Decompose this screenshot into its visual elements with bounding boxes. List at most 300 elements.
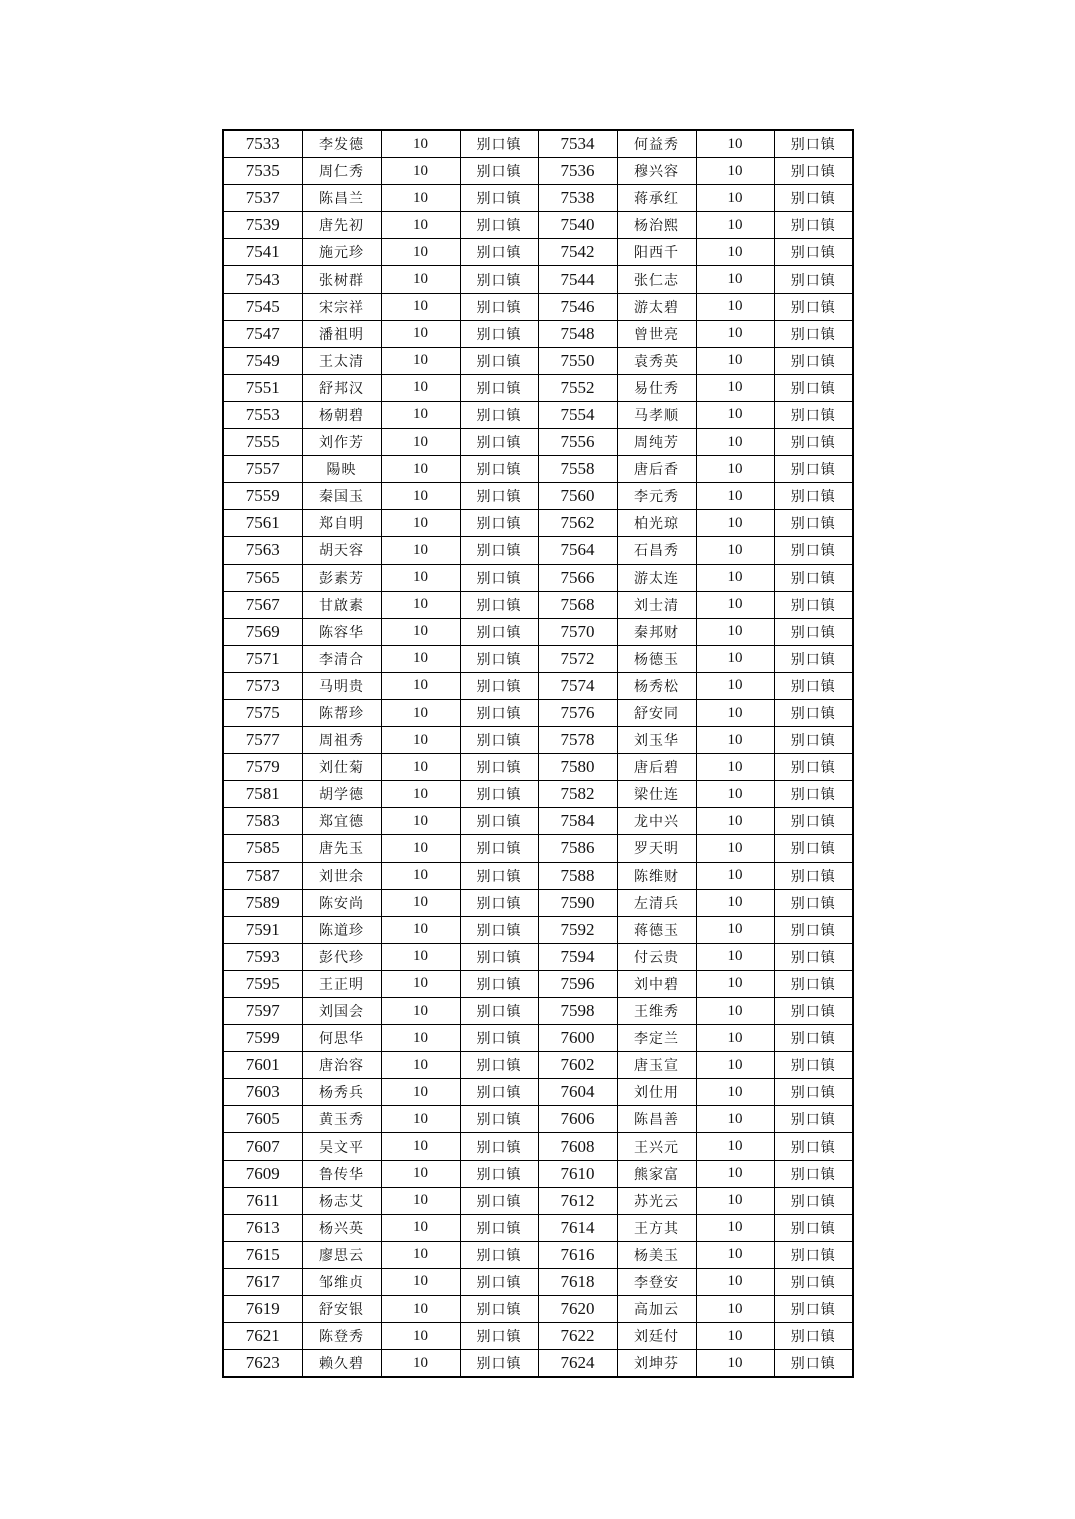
town-name: 别口镇 bbox=[774, 862, 853, 889]
record-number: 7615 bbox=[223, 1241, 302, 1268]
table-row bbox=[223, 998, 853, 1025]
town-name: 别口镇 bbox=[460, 645, 538, 672]
table-row bbox=[223, 1187, 853, 1214]
town-name: 别口镇 bbox=[774, 591, 853, 618]
amount-value: 10 bbox=[381, 727, 460, 754]
person-name: 舒安同 bbox=[617, 699, 696, 726]
person-name: 唐先初 bbox=[302, 212, 381, 239]
town-name: 别口镇 bbox=[460, 564, 538, 591]
town-name: 别口镇 bbox=[460, 266, 538, 293]
roster-table bbox=[222, 129, 854, 1378]
person-name: 王方其 bbox=[617, 1214, 696, 1241]
amount-value: 10 bbox=[381, 1268, 460, 1295]
town-name: 别口镇 bbox=[774, 1296, 853, 1323]
town-name: 别口镇 bbox=[460, 943, 538, 970]
town-name: 别口镇 bbox=[460, 808, 538, 835]
town-name: 别口镇 bbox=[460, 456, 538, 483]
amount-value: 10 bbox=[696, 510, 774, 537]
record-number: 7583 bbox=[223, 808, 302, 835]
person-name: 王兴元 bbox=[617, 1133, 696, 1160]
amount-value: 10 bbox=[696, 537, 774, 564]
person-name: 陈登秀 bbox=[302, 1323, 381, 1350]
amount-value: 10 bbox=[381, 374, 460, 401]
person-name: 黄玉秀 bbox=[302, 1106, 381, 1133]
table-row bbox=[223, 158, 853, 185]
amount-value: 10 bbox=[696, 1106, 774, 1133]
person-name: 王维秀 bbox=[617, 998, 696, 1025]
amount-value: 10 bbox=[696, 158, 774, 185]
town-name: 别口镇 bbox=[460, 1133, 538, 1160]
table-row bbox=[223, 1214, 853, 1241]
town-name: 别口镇 bbox=[774, 293, 853, 320]
person-name: 何思华 bbox=[302, 1025, 381, 1052]
amount-value: 10 bbox=[381, 1350, 460, 1378]
person-name: 高加云 bbox=[617, 1296, 696, 1323]
amount-value: 10 bbox=[696, 781, 774, 808]
record-number: 7588 bbox=[538, 862, 617, 889]
amount-value: 10 bbox=[696, 429, 774, 456]
table-row bbox=[223, 429, 853, 456]
town-name: 别口镇 bbox=[460, 212, 538, 239]
town-name: 别口镇 bbox=[774, 916, 853, 943]
record-number: 7578 bbox=[538, 727, 617, 754]
town-name: 别口镇 bbox=[774, 943, 853, 970]
amount-value: 10 bbox=[696, 1133, 774, 1160]
person-name: 胡天容 bbox=[302, 537, 381, 564]
person-name: 陽映 bbox=[302, 456, 381, 483]
record-number: 7619 bbox=[223, 1296, 302, 1323]
town-name: 别口镇 bbox=[460, 1323, 538, 1350]
table-row bbox=[223, 727, 853, 754]
record-number: 7556 bbox=[538, 429, 617, 456]
table-row bbox=[223, 212, 853, 239]
record-number: 7616 bbox=[538, 1241, 617, 1268]
table-row bbox=[223, 1106, 853, 1133]
amount-value: 10 bbox=[696, 185, 774, 212]
record-number: 7604 bbox=[538, 1079, 617, 1106]
amount-value: 10 bbox=[381, 293, 460, 320]
person-name: 王太清 bbox=[302, 347, 381, 374]
amount-value: 10 bbox=[696, 645, 774, 672]
table-row bbox=[223, 1133, 853, 1160]
person-name: 胡学德 bbox=[302, 781, 381, 808]
amount-value: 10 bbox=[696, 1079, 774, 1106]
record-number: 7594 bbox=[538, 943, 617, 970]
person-name: 梁仕连 bbox=[617, 781, 696, 808]
person-name: 穆兴容 bbox=[617, 158, 696, 185]
person-name: 吴文平 bbox=[302, 1133, 381, 1160]
town-name: 别口镇 bbox=[460, 293, 538, 320]
person-name: 甘啟素 bbox=[302, 591, 381, 618]
table-row bbox=[223, 401, 853, 428]
person-name: 刘仕菊 bbox=[302, 754, 381, 781]
amount-value: 10 bbox=[381, 401, 460, 428]
record-number: 7586 bbox=[538, 835, 617, 862]
town-name: 别口镇 bbox=[460, 537, 538, 564]
table-row bbox=[223, 754, 853, 781]
table-row bbox=[223, 130, 853, 158]
table-row bbox=[223, 916, 853, 943]
table-row bbox=[223, 645, 853, 672]
record-number: 7623 bbox=[223, 1350, 302, 1378]
table-row bbox=[223, 564, 853, 591]
person-name: 马明贵 bbox=[302, 672, 381, 699]
record-number: 7574 bbox=[538, 672, 617, 699]
amount-value: 10 bbox=[696, 1268, 774, 1295]
record-number: 7584 bbox=[538, 808, 617, 835]
town-name: 别口镇 bbox=[774, 889, 853, 916]
amount-value: 10 bbox=[381, 781, 460, 808]
person-name: 蒋承红 bbox=[617, 185, 696, 212]
amount-value: 10 bbox=[696, 483, 774, 510]
record-number: 7585 bbox=[223, 835, 302, 862]
amount-value: 10 bbox=[696, 916, 774, 943]
amount-value: 10 bbox=[381, 483, 460, 510]
record-number: 7563 bbox=[223, 537, 302, 564]
person-name: 李发德 bbox=[302, 130, 381, 158]
table-row bbox=[223, 374, 853, 401]
table-row bbox=[223, 862, 853, 889]
record-number: 7557 bbox=[223, 456, 302, 483]
town-name: 别口镇 bbox=[460, 591, 538, 618]
record-number: 7568 bbox=[538, 591, 617, 618]
town-name: 别口镇 bbox=[460, 347, 538, 374]
town-name: 别口镇 bbox=[460, 1106, 538, 1133]
record-number: 7580 bbox=[538, 754, 617, 781]
record-number: 7569 bbox=[223, 618, 302, 645]
amount-value: 10 bbox=[381, 239, 460, 266]
amount-value: 10 bbox=[696, 320, 774, 347]
person-name: 曾世亮 bbox=[617, 320, 696, 347]
table-row bbox=[223, 1241, 853, 1268]
amount-value: 10 bbox=[696, 835, 774, 862]
record-number: 7590 bbox=[538, 889, 617, 916]
amount-value: 10 bbox=[696, 1241, 774, 1268]
record-number: 7582 bbox=[538, 781, 617, 808]
town-name: 别口镇 bbox=[774, 374, 853, 401]
town-name: 别口镇 bbox=[460, 970, 538, 997]
amount-value: 10 bbox=[381, 1296, 460, 1323]
town-name: 别口镇 bbox=[460, 1268, 538, 1295]
amount-value: 10 bbox=[381, 672, 460, 699]
town-name: 别口镇 bbox=[774, 998, 853, 1025]
town-name: 别口镇 bbox=[460, 889, 538, 916]
amount-value: 10 bbox=[381, 212, 460, 239]
town-name: 别口镇 bbox=[774, 970, 853, 997]
table-row bbox=[223, 1296, 853, 1323]
amount-value: 10 bbox=[381, 1079, 460, 1106]
person-name: 刘士清 bbox=[617, 591, 696, 618]
town-name: 别口镇 bbox=[774, 429, 853, 456]
town-name: 别口镇 bbox=[460, 1241, 538, 1268]
person-name: 阳西千 bbox=[617, 239, 696, 266]
person-name: 袁秀英 bbox=[617, 347, 696, 374]
town-name: 别口镇 bbox=[774, 1214, 853, 1241]
person-name: 杨秀兵 bbox=[302, 1079, 381, 1106]
amount-value: 10 bbox=[381, 266, 460, 293]
person-name: 唐后香 bbox=[617, 456, 696, 483]
amount-value: 10 bbox=[696, 1214, 774, 1241]
person-name: 宋宗祥 bbox=[302, 293, 381, 320]
record-number: 7575 bbox=[223, 699, 302, 726]
record-number: 7576 bbox=[538, 699, 617, 726]
record-number: 7614 bbox=[538, 1214, 617, 1241]
amount-value: 10 bbox=[696, 1160, 774, 1187]
amount-value: 10 bbox=[381, 1106, 460, 1133]
table-row bbox=[223, 943, 853, 970]
record-number: 7624 bbox=[538, 1350, 617, 1378]
town-name: 别口镇 bbox=[460, 158, 538, 185]
table-row bbox=[223, 591, 853, 618]
person-name: 施元珍 bbox=[302, 239, 381, 266]
person-name: 李元秀 bbox=[617, 483, 696, 510]
person-name: 李清合 bbox=[302, 645, 381, 672]
person-name: 王正明 bbox=[302, 970, 381, 997]
town-name: 别口镇 bbox=[460, 1079, 538, 1106]
record-number: 7581 bbox=[223, 781, 302, 808]
town-name: 别口镇 bbox=[460, 672, 538, 699]
town-name: 别口镇 bbox=[774, 1052, 853, 1079]
amount-value: 10 bbox=[381, 1133, 460, 1160]
town-name: 别口镇 bbox=[460, 510, 538, 537]
table-row bbox=[223, 699, 853, 726]
amount-value: 10 bbox=[696, 1323, 774, 1350]
person-name: 陈昌善 bbox=[617, 1106, 696, 1133]
town-name: 别口镇 bbox=[774, 239, 853, 266]
town-name: 别口镇 bbox=[774, 130, 853, 158]
record-number: 7612 bbox=[538, 1187, 617, 1214]
town-name: 别口镇 bbox=[460, 618, 538, 645]
record-number: 7537 bbox=[223, 185, 302, 212]
record-number: 7540 bbox=[538, 212, 617, 239]
person-name: 舒邦汉 bbox=[302, 374, 381, 401]
amount-value: 10 bbox=[696, 456, 774, 483]
record-number: 7591 bbox=[223, 916, 302, 943]
record-number: 7566 bbox=[538, 564, 617, 591]
amount-value: 10 bbox=[381, 1052, 460, 1079]
record-number: 7565 bbox=[223, 564, 302, 591]
record-number: 7534 bbox=[538, 130, 617, 158]
person-name: 马孝顺 bbox=[617, 401, 696, 428]
town-name: 别口镇 bbox=[460, 401, 538, 428]
record-number: 7618 bbox=[538, 1268, 617, 1295]
table-row bbox=[223, 808, 853, 835]
record-number: 7603 bbox=[223, 1079, 302, 1106]
person-name: 杨治熙 bbox=[617, 212, 696, 239]
person-name: 游太碧 bbox=[617, 293, 696, 320]
person-name: 付云贵 bbox=[617, 943, 696, 970]
person-name: 杨兴英 bbox=[302, 1214, 381, 1241]
table-row bbox=[223, 1268, 853, 1295]
person-name: 左清兵 bbox=[617, 889, 696, 916]
table-row bbox=[223, 1025, 853, 1052]
amount-value: 10 bbox=[696, 889, 774, 916]
town-name: 别口镇 bbox=[774, 754, 853, 781]
record-number: 7595 bbox=[223, 970, 302, 997]
town-name: 别口镇 bbox=[774, 1079, 853, 1106]
town-name: 别口镇 bbox=[460, 727, 538, 754]
amount-value: 10 bbox=[381, 618, 460, 645]
person-name: 周祖秀 bbox=[302, 727, 381, 754]
record-number: 7553 bbox=[223, 401, 302, 428]
person-name: 郑自明 bbox=[302, 510, 381, 537]
amount-value: 10 bbox=[696, 1187, 774, 1214]
town-name: 别口镇 bbox=[774, 401, 853, 428]
town-name: 别口镇 bbox=[774, 1133, 853, 1160]
person-name: 周仁秀 bbox=[302, 158, 381, 185]
person-name: 游太连 bbox=[617, 564, 696, 591]
amount-value: 10 bbox=[696, 970, 774, 997]
table-row bbox=[223, 293, 853, 320]
town-name: 别口镇 bbox=[460, 699, 538, 726]
town-name: 别口镇 bbox=[460, 239, 538, 266]
amount-value: 10 bbox=[696, 401, 774, 428]
town-name: 别口镇 bbox=[460, 1350, 538, 1378]
amount-value: 10 bbox=[696, 564, 774, 591]
town-name: 别口镇 bbox=[460, 1052, 538, 1079]
record-number: 7543 bbox=[223, 266, 302, 293]
record-number: 7587 bbox=[223, 862, 302, 889]
person-name: 鲁传华 bbox=[302, 1160, 381, 1187]
town-name: 别口镇 bbox=[460, 1187, 538, 1214]
amount-value: 10 bbox=[696, 239, 774, 266]
amount-value: 10 bbox=[696, 1025, 774, 1052]
town-name: 别口镇 bbox=[460, 429, 538, 456]
town-name: 别口镇 bbox=[774, 510, 853, 537]
record-number: 7533 bbox=[223, 130, 302, 158]
town-name: 别口镇 bbox=[774, 320, 853, 347]
record-number: 7561 bbox=[223, 510, 302, 537]
person-name: 陈安尚 bbox=[302, 889, 381, 916]
town-name: 别口镇 bbox=[774, 808, 853, 835]
record-number: 7555 bbox=[223, 429, 302, 456]
amount-value: 10 bbox=[381, 916, 460, 943]
person-name: 何益秀 bbox=[617, 130, 696, 158]
person-name: 杨德玉 bbox=[617, 645, 696, 672]
town-name: 别口镇 bbox=[460, 483, 538, 510]
table-row bbox=[223, 347, 853, 374]
amount-value: 10 bbox=[696, 347, 774, 374]
amount-value: 10 bbox=[381, 862, 460, 889]
record-number: 7541 bbox=[223, 239, 302, 266]
record-number: 7542 bbox=[538, 239, 617, 266]
record-number: 7567 bbox=[223, 591, 302, 618]
record-number: 7551 bbox=[223, 374, 302, 401]
amount-value: 10 bbox=[381, 537, 460, 564]
table-row bbox=[223, 889, 853, 916]
person-name: 杨朝碧 bbox=[302, 401, 381, 428]
amount-value: 10 bbox=[696, 591, 774, 618]
amount-value: 10 bbox=[696, 754, 774, 781]
amount-value: 10 bbox=[696, 943, 774, 970]
town-name: 别口镇 bbox=[460, 781, 538, 808]
town-name: 别口镇 bbox=[460, 1025, 538, 1052]
town-name: 别口镇 bbox=[774, 1350, 853, 1378]
record-number: 7571 bbox=[223, 645, 302, 672]
town-name: 别口镇 bbox=[774, 699, 853, 726]
amount-value: 10 bbox=[696, 374, 774, 401]
amount-value: 10 bbox=[696, 1052, 774, 1079]
record-number: 7538 bbox=[538, 185, 617, 212]
record-number: 7617 bbox=[223, 1268, 302, 1295]
table-row bbox=[223, 239, 853, 266]
amount-value: 10 bbox=[381, 754, 460, 781]
record-number: 7559 bbox=[223, 483, 302, 510]
person-name: 刘中碧 bbox=[617, 970, 696, 997]
person-name: 陈维财 bbox=[617, 862, 696, 889]
person-name: 张树群 bbox=[302, 266, 381, 293]
person-name: 刘作芳 bbox=[302, 429, 381, 456]
town-name: 别口镇 bbox=[460, 1214, 538, 1241]
record-number: 7577 bbox=[223, 727, 302, 754]
record-number: 7536 bbox=[538, 158, 617, 185]
town-name: 别口镇 bbox=[774, 1268, 853, 1295]
town-name: 别口镇 bbox=[774, 212, 853, 239]
town-name: 别口镇 bbox=[460, 130, 538, 158]
table-row bbox=[223, 781, 853, 808]
amount-value: 10 bbox=[696, 130, 774, 158]
amount-value: 10 bbox=[381, 1241, 460, 1268]
amount-value: 10 bbox=[381, 1214, 460, 1241]
record-number: 7607 bbox=[223, 1133, 302, 1160]
town-name: 别口镇 bbox=[460, 998, 538, 1025]
amount-value: 10 bbox=[381, 835, 460, 862]
person-name: 秦国玉 bbox=[302, 483, 381, 510]
table-row bbox=[223, 618, 853, 645]
record-number: 7620 bbox=[538, 1296, 617, 1323]
town-name: 别口镇 bbox=[774, 347, 853, 374]
table-row bbox=[223, 970, 853, 997]
table-row bbox=[223, 510, 853, 537]
town-name: 别口镇 bbox=[774, 1241, 853, 1268]
person-name: 唐后碧 bbox=[617, 754, 696, 781]
town-name: 别口镇 bbox=[774, 185, 853, 212]
record-number: 7606 bbox=[538, 1106, 617, 1133]
record-number: 7593 bbox=[223, 943, 302, 970]
roster-body bbox=[223, 130, 853, 1377]
table-row bbox=[223, 1323, 853, 1350]
person-name: 陈昌兰 bbox=[302, 185, 381, 212]
table-row bbox=[223, 483, 853, 510]
amount-value: 10 bbox=[381, 564, 460, 591]
amount-value: 10 bbox=[696, 212, 774, 239]
amount-value: 10 bbox=[381, 943, 460, 970]
town-name: 别口镇 bbox=[774, 456, 853, 483]
record-number: 7552 bbox=[538, 374, 617, 401]
town-name: 别口镇 bbox=[774, 672, 853, 699]
person-name: 舒安银 bbox=[302, 1296, 381, 1323]
amount-value: 10 bbox=[696, 618, 774, 645]
amount-value: 10 bbox=[696, 1296, 774, 1323]
record-number: 7573 bbox=[223, 672, 302, 699]
amount-value: 10 bbox=[381, 998, 460, 1025]
person-name: 潘祖明 bbox=[302, 320, 381, 347]
town-name: 别口镇 bbox=[774, 1160, 853, 1187]
town-name: 别口镇 bbox=[774, 835, 853, 862]
town-name: 别口镇 bbox=[774, 1323, 853, 1350]
record-number: 7597 bbox=[223, 998, 302, 1025]
person-name: 彭素芳 bbox=[302, 564, 381, 591]
record-number: 7608 bbox=[538, 1133, 617, 1160]
person-name: 李登安 bbox=[617, 1268, 696, 1295]
town-name: 别口镇 bbox=[774, 1187, 853, 1214]
town-name: 别口镇 bbox=[774, 537, 853, 564]
town-name: 别口镇 bbox=[774, 266, 853, 293]
record-number: 7545 bbox=[223, 293, 302, 320]
amount-value: 10 bbox=[696, 727, 774, 754]
table-row bbox=[223, 185, 853, 212]
amount-value: 10 bbox=[381, 1025, 460, 1052]
